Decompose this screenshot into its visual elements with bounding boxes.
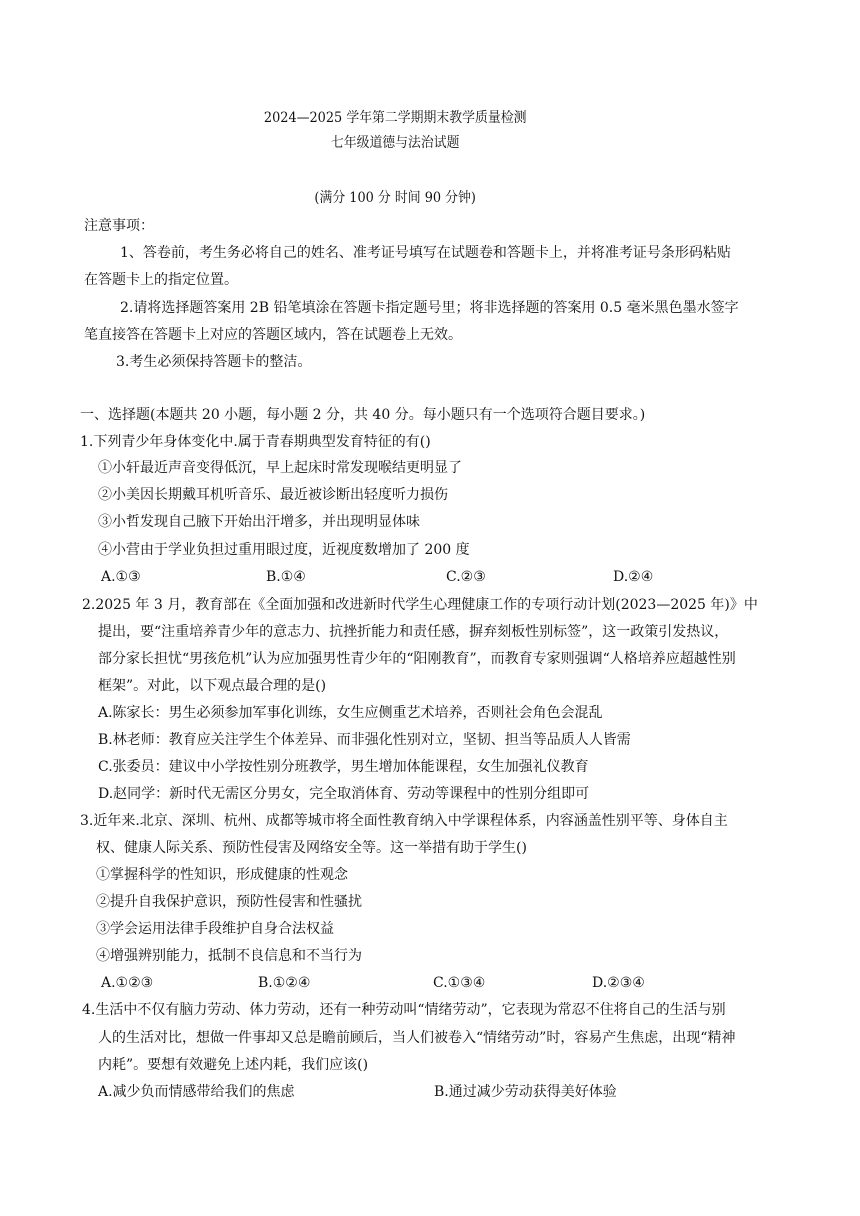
question-item: ③小哲发现自己腋下开始出汗增多，并出现明显体味 <box>98 514 420 530</box>
question-item: ②提升自我保护意识，预防性侵害和性骚扰 <box>96 894 362 910</box>
answer-option-b: B.①④ <box>266 569 306 585</box>
question-item: ①掌握科学的性知识，形成健康的性观念 <box>96 867 348 883</box>
question-item: ③学会运用法律手段维护自身合法权益 <box>96 921 334 937</box>
question-stem: 3.近年来.北京、深圳、杭州、成都等城市将全面性教育纳入中学课程体系，内容涵盖性别平等、身体自主 <box>80 813 728 829</box>
question-item: ④增强辨别能力，抵制不良信息和不当行为 <box>96 948 362 964</box>
answer-option-d: D.②③④ <box>592 975 645 991</box>
answer-option-d: D.②④ <box>613 569 654 585</box>
note-line: 3.考生必须保持答题卡的整洁。 <box>116 354 312 370</box>
question-stem: 权、健康人际关系、预防性侵害及网络安全等。这一举措有助于学生() <box>96 840 527 856</box>
question-stem: 提出，要“注重培养青少年的意志力、抗挫折能力和责任感，摒弃刻板性别标签”，这一政策引发热议， <box>98 624 729 640</box>
section-heading: 一、选择题(本题共 20 小题，每小题 2 分，共 40 分。每小题只有一个选项符合题目要求。) <box>80 407 646 423</box>
answer-option-d: D.赵同学：新时代无需区分男女，完全取消体育、劳动等课程中的性别分组即可 <box>98 786 590 802</box>
answer-option-b: B.通过减少劳动获得美好体验 <box>434 1084 617 1100</box>
answer-option-a: A.①②③ <box>101 975 154 991</box>
question-stem: 人的生活对比，想做一件事却又总是瞻前顾后，当人们被卷入“情绪劳动”时，容易产生焦虑，出现“精神 <box>98 1030 736 1046</box>
question-stem: 1.下列青少年身体变化中.属于青春期典型发育特征的有() <box>80 434 431 450</box>
notes-heading: 注意事项： <box>84 218 154 234</box>
question-stem: 部分家长担忧“男孩危机”认为应加强男性青少年的“阳刚教育”，而教育专家则强调“人格培养应超越性别 <box>98 651 736 667</box>
note-line: 2.请将选择题答案用 2B 铅笔填涂在答题卡指定题号里；将非选择题的答案用 0.5 毫米黑色墨水签字 <box>120 300 739 316</box>
question-item: ④小营由于学业负担过重用眼过度，近视度数增加了 200 度 <box>98 542 470 558</box>
question-item: ①小轩最近声音变得低沉，早上起床时常发现喉结更明显了 <box>98 460 462 476</box>
note-line: 在答题卡上的指定位置。 <box>84 272 238 288</box>
question-stem: 2.2025 年 3 月，教育部在《全面加强和改进新时代学生心理健康工作的专项行动计划(2023—2025 年)》中 <box>82 597 758 613</box>
question-stem: 4.生活中不仅有脑力劳动、体力劳动，还有一种劳动叫“情绪劳动”，它表现为常忍不住将自己的生活与别 <box>82 1002 726 1018</box>
question-stem: 框架”。对此，以下观点最合理的是() <box>98 678 327 694</box>
score-info: (满分 100 分 时间 90 分钟) <box>314 190 476 206</box>
answer-option-a: A.①③ <box>101 569 141 585</box>
answer-option-b: B.①②④ <box>258 975 311 991</box>
answer-option-a: A.陈家长：男生必须参加军事化训练，女生应侧重艺术培养，否则社会角色会混乱 <box>98 705 603 721</box>
answer-option-a: A.减少负而情感带给我们的焦虑 <box>98 1084 295 1100</box>
question-item: ②小美因长期戴耳机听音乐、最近被诊断出轻度听力损伤 <box>98 487 448 503</box>
answer-option-c: C.②③ <box>446 569 486 585</box>
answer-option-c: C.①③④ <box>433 975 486 991</box>
answer-option-c: C.张委员：建议中小学按性别分班教学，男生增加体能课程，女生加强礼仪教育 <box>98 759 589 775</box>
question-stem: 内耗”。要想有效避免上述内耗，我们应该() <box>98 1057 369 1073</box>
answer-option-b: B.林老师：教育应关注学生个体差异、而非强化性别对立，坚韧、担当等品质人人皆需 <box>98 732 631 748</box>
note-line: 笔直接答在答题卡上对应的答题区域内，答在试题卷上无效。 <box>84 327 462 343</box>
exam-subtitle: 七年级道德与法治试题 <box>330 135 460 151</box>
exam-title: 2024—2025 学年第二学期期末教学质量检测 <box>263 110 527 126</box>
note-line: 1、答卷前，考生务必将自己的姓名、准考证号填写在试题卷和答题卡上，并将准考证号条形码粘贴 <box>120 245 731 261</box>
